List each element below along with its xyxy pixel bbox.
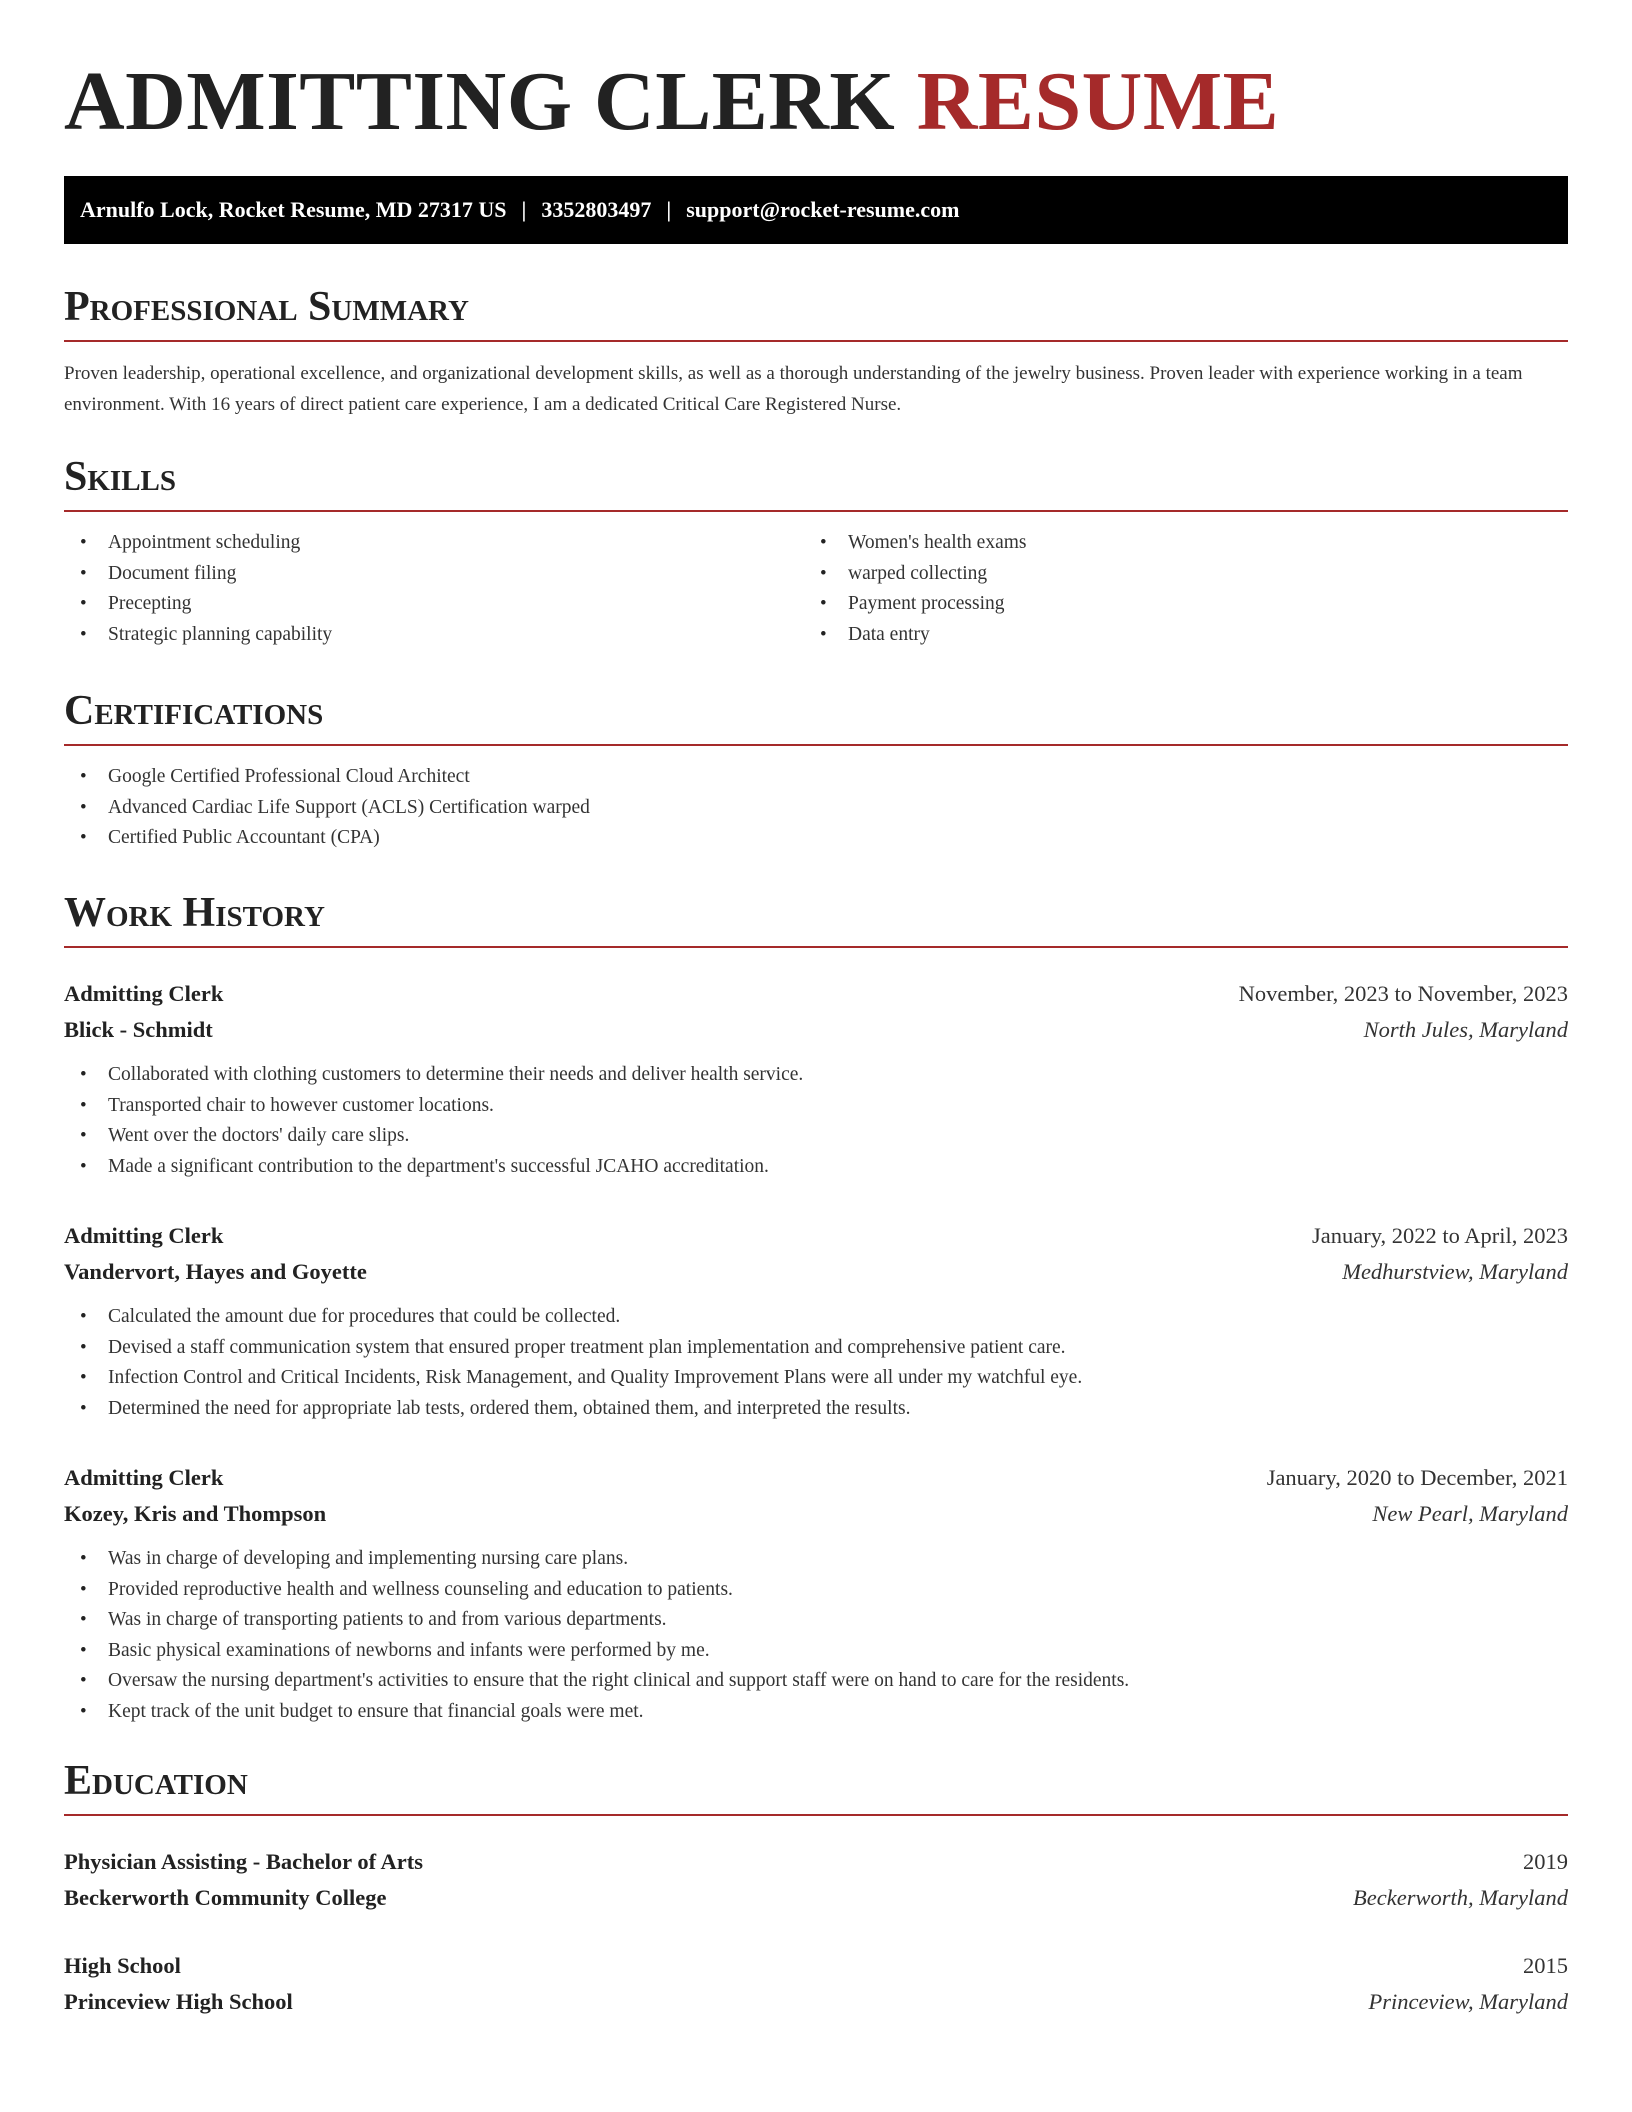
job-entry bbox=[64, 1460, 1568, 1727]
job-header-row bbox=[64, 976, 1568, 1012]
job-dates: November, 2023 to November, 2023 bbox=[1238, 981, 1568, 1006]
contact-email: support@rocket-resume.com bbox=[686, 197, 960, 222]
contact-bar bbox=[64, 176, 1568, 244]
certifications-heading: Certifications bbox=[64, 686, 1568, 746]
job-title: Admitting Clerk bbox=[64, 981, 224, 1006]
summary-text: Proven leadership, operational excellence, and organizational development skills, as well as a thorough understanding of the jewelry business. Proven leader with experience working in a team environment. With 16 years of direct patient care experience, I am a dedicated Critical Care Registered Nurse. bbox=[64, 363, 1523, 416]
education-year: 2019 bbox=[1523, 1849, 1568, 1874]
skills-list-left bbox=[64, 528, 804, 650]
job-duty: • Calculated the amount due for procedures that could be collected. bbox=[64, 1302, 1568, 1333]
job-duty: • Infection Control and Critical Incidents, Risk Management, and Quality Improvement Plans were all under my watchful eye. bbox=[64, 1363, 1568, 1394]
job-company: Blick - Schmidt bbox=[64, 1017, 213, 1042]
skill-item: • Document filing bbox=[64, 559, 804, 590]
title-accent: RESUME bbox=[916, 55, 1280, 148]
education-school: Beckerworth Community College bbox=[64, 1885, 387, 1910]
summary-section bbox=[64, 282, 1568, 420]
education-degree: Physician Assisting - Bachelor of Arts bbox=[64, 1849, 423, 1874]
education-section bbox=[64, 1756, 1568, 1816]
skills-section bbox=[64, 452, 1568, 650]
skill-item: • warped collecting bbox=[804, 559, 1544, 590]
skill-item: • Strategic planning capability bbox=[64, 620, 804, 651]
education-entry bbox=[64, 1948, 1568, 2020]
job-company-row bbox=[64, 1254, 1568, 1290]
education-degree: High School bbox=[64, 1953, 181, 1978]
job-duties bbox=[64, 1302, 1568, 1424]
contact-separator: | bbox=[666, 197, 672, 222]
education-school-row bbox=[64, 1984, 1568, 2020]
skill-item: • Women's health exams bbox=[804, 528, 1544, 559]
job-duty: • Provided reproductive health and wellness counseling and education to patients. bbox=[64, 1575, 1568, 1606]
job-company: Vandervort, Hayes and Goyette bbox=[64, 1259, 367, 1284]
education-school: Princeview High School bbox=[64, 1989, 293, 2014]
skill-item: • Precepting bbox=[64, 589, 804, 620]
job-company-row bbox=[64, 1496, 1568, 1532]
certification-item: • Certified Public Accountant (CPA) bbox=[64, 823, 1568, 854]
job-duty: • Kept track of the unit budget to ensure that financial goals were met. bbox=[64, 1697, 1568, 1728]
skill-item: • Data entry bbox=[804, 620, 1544, 651]
job-duty: • Transported chair to however customer locations. bbox=[64, 1091, 1568, 1122]
job-duty: • Determined the need for appropriate lab tests, ordered them, obtained them, and interpreted the results. bbox=[64, 1394, 1568, 1425]
skills-list-right bbox=[804, 528, 1544, 650]
work-history-section bbox=[64, 888, 1568, 948]
job-title: Admitting Clerk bbox=[64, 1465, 224, 1490]
job-header-row bbox=[64, 1218, 1568, 1254]
certification-item: • Advanced Cardiac Life Support (ACLS) Certification warped bbox=[64, 793, 1568, 824]
summary-heading: Professional Summary bbox=[64, 282, 1568, 342]
job-duties bbox=[64, 1544, 1568, 1727]
contact-separator: | bbox=[521, 197, 527, 222]
education-school-row bbox=[64, 1880, 1568, 1916]
title-main: ADMITTING CLERK bbox=[64, 55, 896, 148]
education-location: Beckerworth, Maryland bbox=[1353, 1885, 1568, 1910]
certifications-section bbox=[64, 686, 1568, 854]
job-duty: • Oversaw the nursing department's activities to ensure that the right clinical and support staff were on hand to care for the residents. bbox=[64, 1666, 1568, 1697]
job-title: Admitting Clerk bbox=[64, 1223, 224, 1248]
education-location: Princeview, Maryland bbox=[1368, 1989, 1568, 2014]
job-company-row bbox=[64, 1012, 1568, 1048]
job-location: North Jules, Maryland bbox=[1363, 1017, 1568, 1042]
work-history-heading: Work History bbox=[64, 888, 1568, 948]
job-entry bbox=[64, 976, 1568, 1182]
education-year: 2015 bbox=[1523, 1953, 1568, 1978]
education-entry bbox=[64, 1844, 1568, 1916]
skill-item: • Appointment scheduling bbox=[64, 528, 804, 559]
job-duties bbox=[64, 1060, 1568, 1182]
education-heading: Education bbox=[64, 1756, 1568, 1816]
job-duty: • Devised a staff communication system that ensured proper treatment plan implementation and comprehensive patient care. bbox=[64, 1333, 1568, 1364]
job-duty: • Was in charge of developing and implementing nursing care plans. bbox=[64, 1544, 1568, 1575]
job-duty: • Was in charge of transporting patients to and from various departments. bbox=[64, 1605, 1568, 1636]
certification-item: • Google Certified Professional Cloud Architect bbox=[64, 762, 1568, 793]
education-header-row bbox=[64, 1844, 1568, 1880]
job-dates: January, 2022 to April, 2023 bbox=[1311, 1223, 1568, 1248]
job-duty: • Basic physical examinations of newborns and infants were performed by me. bbox=[64, 1636, 1568, 1667]
contact-address: Arnulfo Lock, Rocket Resume, MD 27317 US bbox=[80, 197, 507, 222]
job-header-row bbox=[64, 1460, 1568, 1496]
education-header-row bbox=[64, 1948, 1568, 1984]
job-duty: • Went over the doctors' daily care slips. bbox=[64, 1121, 1568, 1152]
skills-heading: Skills bbox=[64, 452, 1568, 512]
skills-columns bbox=[64, 528, 1568, 650]
job-duty: • Made a significant contribution to the department's successful JCAHO accreditation. bbox=[64, 1152, 1568, 1183]
job-dates: January, 2020 to December, 2021 bbox=[1266, 1465, 1568, 1490]
job-entry bbox=[64, 1218, 1568, 1424]
resume-title bbox=[64, 52, 1279, 153]
job-location: New Pearl, Maryland bbox=[1372, 1501, 1568, 1526]
job-duty: • Collaborated with clothing customers to determine their needs and deliver health service. bbox=[64, 1060, 1568, 1091]
job-company: Kozey, Kris and Thompson bbox=[64, 1501, 327, 1526]
certifications-list bbox=[64, 762, 1568, 854]
job-location: Medhurstview, Maryland bbox=[1342, 1259, 1568, 1284]
skill-item: • Payment processing bbox=[804, 589, 1544, 620]
contact-phone: 3352803497 bbox=[541, 197, 652, 222]
